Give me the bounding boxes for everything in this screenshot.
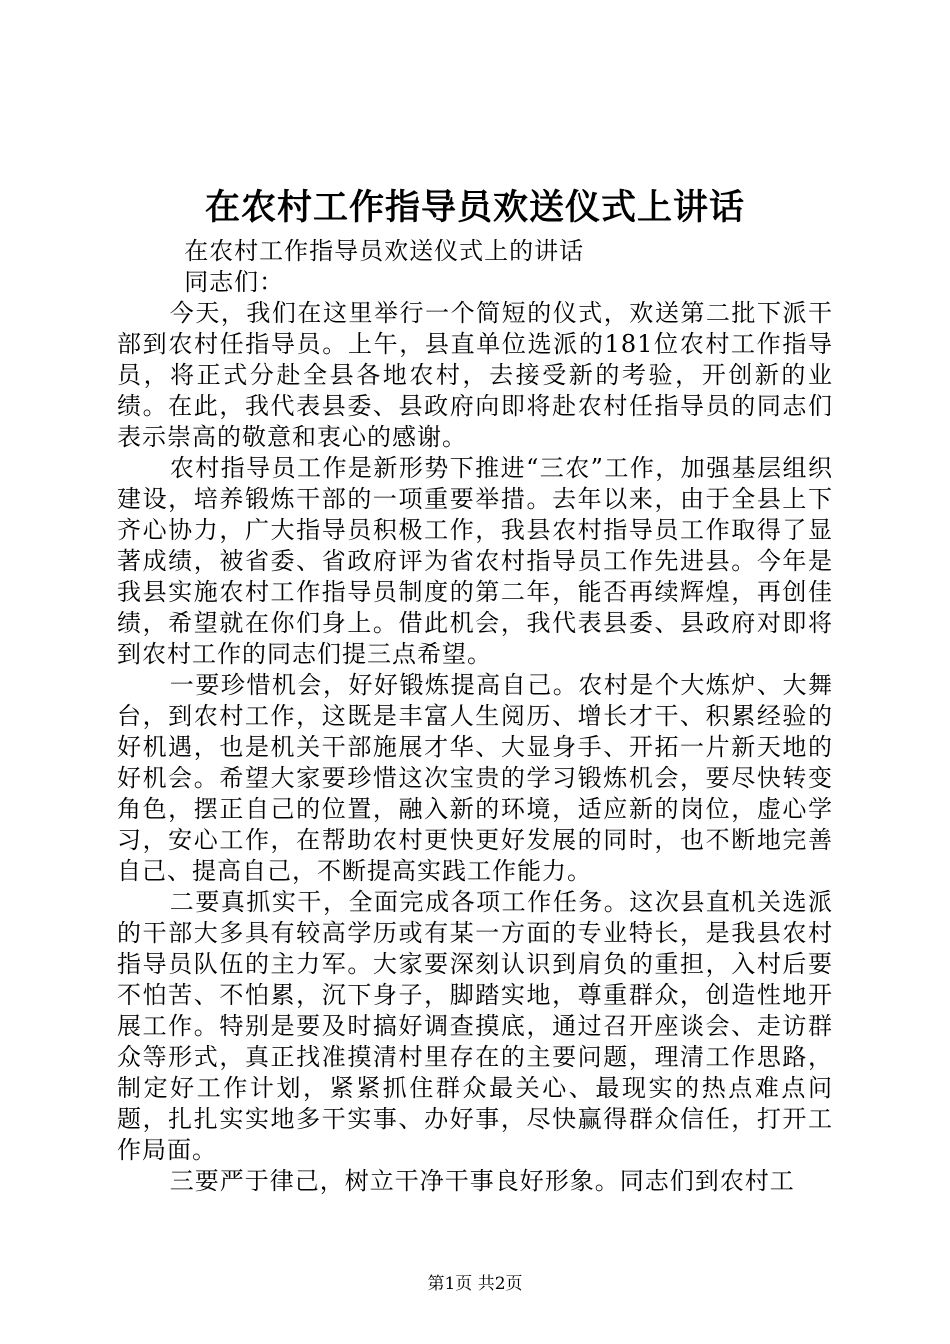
document-subtitle: 在农村工作指导员欢送仪式上的讲话 [184, 237, 585, 265]
salutation: 同志们： [184, 268, 285, 296]
paragraph-4: 二要真抓实干，全面完成各项工作任务。这次县直机关选派的干部大多具有较高学历或有某一方面的专业特长，是我县农村指导员队伍的主力军。大家要深刻认识到肩负的重担，入村后要不怕苦、不怕累，沉下身子，脚踏实地，尊重群众，创造性地开展工作。特别是要及时搞好调查摸底，通过召开座谈会、走访群众等形式，真正找准摸清村里存在的主要问题，理清工作思路，制定好工作计划，紧紧抓住群众最关心、最现实的热点难点问题，扎扎实实地多干实事、办好事，尽快赢得群众信任，打开工作局面。 [117, 888, 833, 1164]
paragraph-2: 农村指导员工作是新形势下推进“三农”工作，加强基层组织建设，培养锻炼干部的一项重要举措。去年以来，由于全县上下齐心协力，广大指导员积极工作，我县农村指导员工作取得了显著成绩，被省委、省政府评为省农村指导员工作先进县。今年是我县实施农村工作指导员制度的第二年，能否再续辉煌，再创佳绩，希望就在你们身上。借此机会，我代表县委、县政府对即将到农村工作的同志们提三点希望。 [117, 454, 833, 668]
paragraph-1: 今天，我们在这里举行一个简短的仪式，欢送第二批下派干部到农村任指导员。上午，县直单位选派的181位农村工作指导员，将正式分赴全县各地农村，去接受新的考验，开创新的业绩。在此，我代表县委、县政府向即将赴农村任指导员的同志们表示崇高的敬意和衷心的感谢。 [117, 299, 833, 451]
paragraph-5: 三要严于律己，树立干净干事良好形象。同志们到农村工 [169, 1167, 795, 1195]
paragraph-3: 一要珍惜机会，好好锻炼提高自己。农村是个大炼炉、大舞台，到农村工作，这既是丰富人生阅历、增长才干、积累经验的好机遇，也是机关干部施展才华、大显身手、开拓一片新天地的好机会。希望大家要珍惜这次宝贵的学习锻炼机会，要尽快转变角色，摆正自己的位置，融入新的环境，适应新的岗位，虚心学习，安心工作，在帮助农村更快更好发展的同时，也不断地完善自己、提高自己，不断提高实践工作能力。 [117, 671, 833, 885]
document-title: 在农村工作指导员欢送仪式上讲话 [204, 187, 745, 228]
page-footer: 第1页 共2页 [427, 1274, 523, 1294]
document-body [117, 236, 833, 1197]
